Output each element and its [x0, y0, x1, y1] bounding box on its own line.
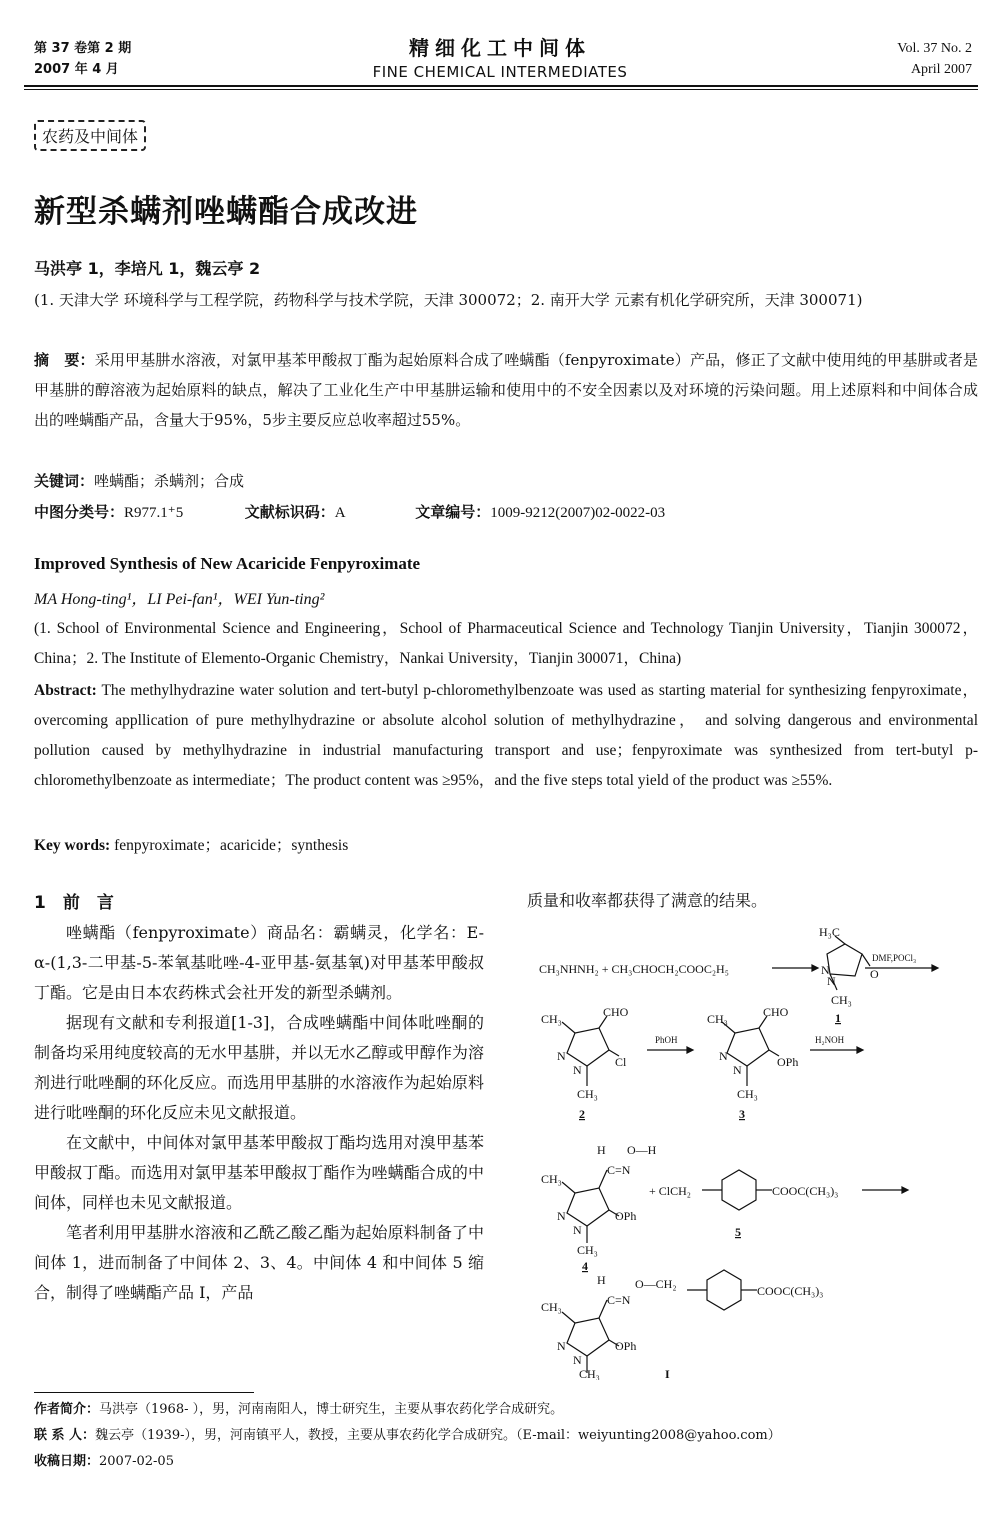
- doc-code-value: A: [334, 505, 346, 521]
- cl-text: Cl: [615, 1055, 627, 1069]
- arrow-head: [687, 1047, 693, 1053]
- cn-text: C=N: [607, 1163, 631, 1177]
- keywords-text: 唑螨酯；杀螨剂；合成: [94, 472, 245, 490]
- ch3-text: CH₃: [577, 1243, 598, 1257]
- arrow-head: [932, 965, 938, 971]
- pyrazolone-ring: [827, 944, 862, 976]
- oxime-bond: [599, 1170, 607, 1188]
- body-left-column: [34, 918, 484, 1308]
- paper-authors: 马洪亭 1，李培凡 1，魏云亭 2: [34, 259, 261, 278]
- doc-code-label: 文献标识码：: [244, 503, 335, 521]
- condition-phoh: PhOH: [655, 1035, 678, 1045]
- n-text: N: [573, 1223, 582, 1237]
- english-keywords-text: fenpyroximate；acaricide；synthesis: [114, 837, 349, 854]
- arrow-head: [812, 965, 818, 971]
- body-paragraph: 笔者利用甲基肼水溶液和乙酰乙酸乙酯为起始原料制备了中间体 1，进而制备了中间体 2、3、4。中间体 4 和中间体 5 缩合，制得了唑螨酯产品 I，产品: [34, 1223, 484, 1302]
- journal-title-en: FINE CHEMICAL INTERMEDIATES: [372, 63, 628, 81]
- abstract-text: 采用甲基肼水溶液，对氯甲基苯甲酸叔丁酯为起始原料合成了唑螨酯（fenpyroximate）产品，修正了文献中使用纯的甲基肼或者是甲基肼的醇溶液为起始原料的缺点，解决了工业化生产中甲基肼运输和使用中的不安全因素以及对环境的污染问题。用上述原料和中间体合成出的唑螨酯产品，含量大于95%，5步主要反应总收率超过55%。: [34, 351, 978, 429]
- oph-text: OPh: [615, 1339, 637, 1353]
- ch3-text: CH₃: [541, 1172, 562, 1186]
- reagent5-text: + ClCH₂: [649, 1184, 691, 1198]
- n-text: N: [557, 1339, 566, 1353]
- compound-label-3: 3: [739, 1107, 745, 1121]
- footnote-contact-text: 魏云亭（1939-），男，河南镇平人，教授，主要从事农药化学合成研究。（E-mail：weiyunting2008@yahoo.com）: [95, 1428, 781, 1443]
- body-paragraph: 唑螨酯（fenpyroximate）商品名：霸螨灵，化学名：E-α-(1,3-二甲基-5-苯氧基吡唑-4-亚甲基-氨基氧)对甲基苯甲酸叔丁酯。它是由日本农药株式会社开发的新型杀螨剂。: [34, 923, 484, 1002]
- paper-title: 新型杀螨剂唑螨酯合成改进: [34, 194, 418, 230]
- english-abstract-block: [34, 676, 978, 796]
- benzene-ring-5: [722, 1170, 756, 1210]
- classification-line: [34, 497, 978, 528]
- journal-title-cn: 精细化工中间体: [409, 36, 591, 60]
- benzene-ring-I: [707, 1270, 741, 1310]
- compound-label-1: 1: [835, 1011, 841, 1025]
- english-abstract-text: The methylhydrazine water solution and tert-butyl p-chloromethylbenzoate was used as starting material for synthesizing fenpyroximate， overcoming appllication of pure methylhydrazine or absolute alcohol solution of methylhydrazine， and solving dangerous and environmental pollution caused by methylhydrazine in industrial manufacturing transport and use；fenpyroximate was synthesized from tert-butyl p-chloromethylbenzoate as intermediate；The product content was ≥95%，and the five steps total yield of the product was ≥55%.: [34, 682, 978, 789]
- o-text: O: [870, 967, 879, 981]
- reaction-scheme: [527, 918, 977, 1380]
- footnote-author-text: 马洪亭（1968- ），男，河南南阳人，博士研究生，主要从事农药化学合成研究。: [99, 1402, 564, 1417]
- volume-line: Vol. 37 No. 2: [897, 41, 972, 56]
- english-abstract-label: Abstract:: [34, 682, 97, 699]
- journal-issue-en: [897, 38, 972, 80]
- n-text: N: [573, 1063, 582, 1077]
- n-text: N: [827, 974, 836, 988]
- ch3-text: CH₃: [831, 993, 852, 1007]
- clc-label: 中图分类号：: [34, 503, 125, 521]
- arrow-head: [902, 1187, 908, 1193]
- o-ch2-text: O—CH₂: [635, 1277, 677, 1291]
- article-no-value: 1009-9212(2007)02-0022-03: [490, 505, 666, 521]
- keywords-block: [34, 466, 978, 496]
- ch3-text: CH₃: [579, 1367, 600, 1380]
- ch3-text: CH₃: [541, 1300, 562, 1314]
- clc-value: R977.1⁺5: [124, 505, 184, 521]
- month-line: April 2007: [910, 62, 972, 77]
- footnote-author-label: 作者简介：: [34, 1402, 100, 1417]
- footnote-rule: [34, 1392, 254, 1393]
- condition-dmf: DMF,POCl₃: [872, 953, 917, 963]
- compound-label-I: I: [665, 1367, 670, 1380]
- arrow-head: [857, 1047, 863, 1053]
- section-badge: 农药及中间体: [34, 120, 146, 151]
- pyrazole-ring-4: [567, 1188, 609, 1226]
- footnote-received-text: 2007-02-05: [99, 1454, 174, 1469]
- n-text: N: [573, 1353, 582, 1367]
- oh-text: O—H: [627, 1143, 657, 1157]
- h3c-text: H₃C: [819, 925, 840, 939]
- methyl-bond: [562, 1022, 575, 1033]
- keywords-label: 关键词：: [34, 472, 95, 490]
- footnote-received-label: 收稿日期：: [34, 1454, 100, 1469]
- journal-title: [300, 32, 700, 81]
- footnote-author: [34, 1400, 563, 1420]
- n-text: N: [821, 963, 830, 977]
- ester-text: COOC(CH₃)₃: [772, 1184, 839, 1198]
- header-rule-thin: [24, 89, 978, 90]
- n-text: N: [557, 1209, 566, 1223]
- cho-text: CHO: [603, 1005, 629, 1019]
- methyl-bond: [562, 1182, 575, 1193]
- footnote-received: [34, 1452, 174, 1472]
- body-paragraph: 据现有文献和专利报道[1-3]，合成唑螨酯中间体吡唑酮的制备均采用纯度较高的无水甲基肼，并以无水乙醇或甲醇作为溶剂进行吡唑酮的环化反应。而选用甲基肼的水溶液作为起始原料进行吡唑酮的环化反应未见文献报道。: [34, 1013, 484, 1122]
- english-title: Improved Synthesis of New Acaricide Fenpyroximate: [34, 554, 421, 573]
- oxime-bond: [599, 1300, 607, 1318]
- issue-line: 第 37 卷第 2 期: [34, 41, 132, 56]
- n-text: N: [719, 1049, 728, 1063]
- journal-issue-cn: [34, 38, 131, 80]
- ester-text: COOC(CH₃)₃: [757, 1284, 824, 1298]
- header-rule: [24, 85, 978, 87]
- abstract-label: 摘 要：: [34, 351, 95, 369]
- cho-text: CHO: [763, 1005, 789, 1019]
- english-affiliation: (1. School of Environmental Science and Engineering，School of Pharmaceutical Science and Technology Tianjin University，Tianjin 300072，China；2. The Institute of Elemento-Organic Chemistry，Nankai University，Tianjin 300071，China): [34, 620, 978, 667]
- english-keywords-block: [34, 831, 978, 861]
- english-authors: MA Hong-ting¹，LI Pei-fan¹，WEI Yun-ting²: [34, 591, 325, 608]
- footnote-contact: [34, 1426, 781, 1446]
- condition-h2noh: H₂NOH: [815, 1035, 845, 1045]
- pyrazole-ring-3: [727, 1028, 769, 1066]
- right-column-text: 质量和收率都获得了满意的结果。: [527, 891, 768, 910]
- date-line: 2007 年 4 月: [34, 62, 119, 77]
- cn-text: C=N: [607, 1293, 631, 1307]
- carbonyl-bond: [862, 954, 870, 966]
- compound-label-2: 2: [579, 1107, 585, 1121]
- n-text: N: [733, 1063, 742, 1077]
- pyrazole-ring-2: [567, 1028, 609, 1066]
- reagents-text: CH₃NHNH₂ + CH₃CHOCH₂COOC₂H₅: [539, 962, 729, 976]
- ch3-text: CH₃: [737, 1087, 758, 1101]
- footnote-contact-label: 联 系 人：: [34, 1428, 96, 1443]
- affiliation: (1. 天津大学 环境科学与工程学院，药物科学与技术学院，天津 300072；2. 南开大学 元素有机化学研究所，天津 300071): [34, 291, 863, 309]
- compound-label-5: 5: [735, 1225, 741, 1239]
- section-heading: 1 前 言: [34, 893, 114, 913]
- oph-text: OPh: [777, 1055, 799, 1069]
- english-keywords-label: Key words:: [34, 837, 111, 854]
- body-paragraph: 在文献中，中间体对氯甲基苯甲酸叔丁酯均选用对溴甲基苯甲酸叔丁酯。而选用对氯甲基苯甲酸叔丁酯作为唑螨酯合成的中间体，同样也未见文献报道。: [34, 1133, 484, 1212]
- methyl-bond: [562, 1312, 575, 1323]
- h-text: H: [597, 1273, 606, 1287]
- oph-text: OPh: [615, 1209, 637, 1223]
- compound-label-4: 4: [582, 1259, 588, 1273]
- article-no-label: 文章编号：: [415, 503, 491, 521]
- ch3-text: CH₃: [541, 1012, 562, 1026]
- ch3-text: CH₃: [577, 1087, 598, 1101]
- abstract-block: [34, 345, 978, 435]
- ch3-text: CH₃: [707, 1012, 728, 1026]
- n-text: N: [557, 1049, 566, 1063]
- h-text: H: [597, 1143, 606, 1157]
- pyrazole-ring-I: [567, 1318, 609, 1356]
